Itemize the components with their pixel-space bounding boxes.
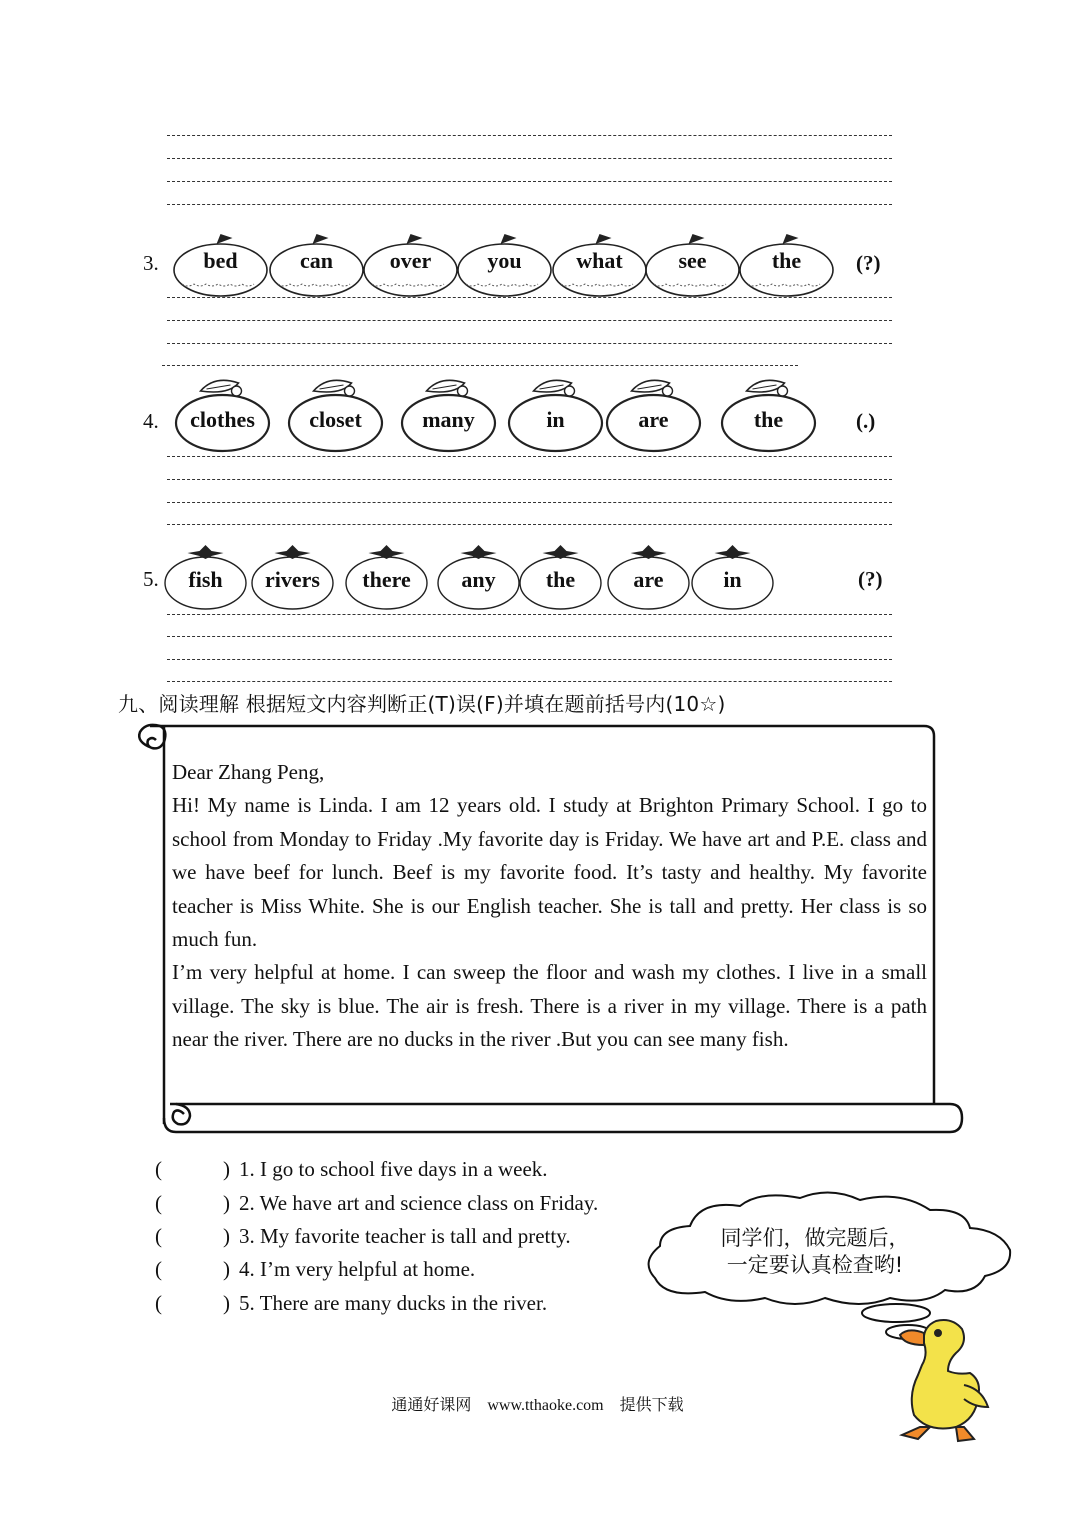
- question-4-number: 4.: [143, 409, 159, 433]
- word-label: see: [678, 248, 707, 273]
- cloud-reminder-text: [700, 1225, 930, 1279]
- word-label: many: [422, 407, 475, 432]
- letter-paragraph-1: Hi! My name is Linda. I am 12 years old. I study at Brighton Primary School. I go to school from Monday to Friday .My favorite day is Friday. We have art and P.E. class and we have beef for lunch. Beef is my favorite food. It’s tasty and healthy. My favorite teacher is Miss White. She is our English teacher. She is tall and pretty. Her class is so much fun.: [172, 793, 927, 952]
- answer-bracket[interactable]: ( ): [155, 1224, 230, 1248]
- word-label: are: [633, 567, 664, 592]
- section-title: 九、阅读理解 根据短文内容判断正(T)误(F)并填在题前括号内(10☆): [118, 692, 726, 716]
- question-5-number: 5.: [143, 567, 159, 591]
- word-label: clothes: [190, 407, 255, 432]
- question-5-punctuation: (?): [858, 567, 883, 591]
- answer-bracket[interactable]: ( ): [155, 1191, 230, 1215]
- word-label: any: [461, 567, 496, 592]
- letter-paragraph-2: I’m very helpful at home. I can sweep the floor and wash my clothes. I live in a small village. The sky is blue. The air is fresh. There is a river in my village. There is a path near the river. There are no ducks in the river .But you can see many fish.: [172, 960, 927, 1052]
- footer-note: 提供下载: [619, 1397, 684, 1414]
- cloud-line-1: 同学们，做完题后，: [720, 1226, 910, 1250]
- tf-statement: 1. I go to school five days in a week.: [239, 1157, 548, 1181]
- word-label: you: [487, 248, 522, 273]
- question-3-number: 3.: [143, 251, 159, 275]
- tf-statement: 2. We have art and science class on Friday.: [239, 1191, 599, 1215]
- letter-greeting: Dear Zhang Peng,: [172, 760, 325, 784]
- word-label: what: [576, 248, 623, 273]
- cloud-line-2: 一定要认真检查哟!: [726, 1253, 904, 1277]
- word-label: the: [771, 248, 802, 273]
- word-label: in: [546, 407, 565, 432]
- footer-url[interactable]: www.tthaoke.com: [487, 1397, 604, 1414]
- page-footer: [0, 1392, 1075, 1415]
- word-label: rivers: [265, 567, 320, 592]
- word-label: closet: [309, 407, 362, 432]
- word-label: in: [723, 567, 742, 592]
- answer-bracket[interactable]: ( ): [155, 1257, 230, 1281]
- tf-statement: 3. My favorite teacher is tall and pretty.: [239, 1224, 571, 1248]
- question-4-punctuation: (.): [856, 409, 876, 433]
- word-label: fish: [188, 567, 223, 592]
- answer-bracket[interactable]: ( ): [155, 1291, 230, 1315]
- word-label: the: [545, 567, 576, 592]
- question-3-punctuation: (?): [856, 251, 881, 275]
- word-label: bed: [203, 248, 238, 273]
- word-label: are: [638, 407, 669, 432]
- answer-bracket[interactable]: ( ): [155, 1157, 230, 1181]
- duck-icon: [878, 1315, 998, 1445]
- word-label: can: [300, 248, 333, 273]
- word-label: the: [753, 407, 784, 432]
- tf-statement: 4. I’m very helpful at home.: [239, 1257, 476, 1281]
- word-label: over: [389, 248, 432, 273]
- word-label: there: [362, 567, 411, 592]
- tf-statement: 5. There are many ducks in the river.: [239, 1291, 548, 1315]
- footer-site-name: 通通好课网: [391, 1397, 472, 1414]
